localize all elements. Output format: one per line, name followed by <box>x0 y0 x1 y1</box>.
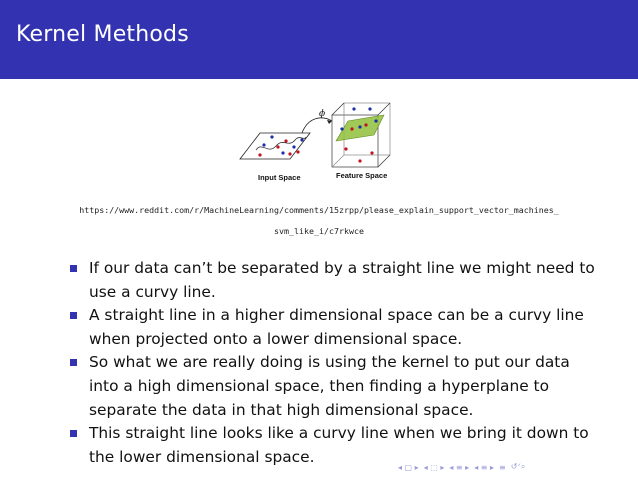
red-point <box>364 123 367 126</box>
title-bar <box>0 0 638 79</box>
red-point <box>296 150 299 153</box>
nav-prev-section-icon[interactable]: ◂ ⬚ ▸ <box>423 462 445 472</box>
source-url-line-2: svm_like_i/c7rkwce <box>274 226 364 236</box>
red-point <box>344 147 347 150</box>
blue-point <box>300 138 303 141</box>
nav-align-icon[interactable]: ≡ <box>499 462 506 472</box>
input-space-label: Input Space <box>258 173 301 182</box>
bullet-marker-icon <box>70 312 77 319</box>
blue-point <box>352 107 355 110</box>
phi-label: ϕ <box>319 109 326 119</box>
blue-point <box>262 143 265 146</box>
blue-point <box>281 151 284 154</box>
kernel-figure <box>236 97 400 187</box>
blue-point <box>270 135 273 138</box>
bullet-marker-icon <box>70 359 77 366</box>
bullet-item <box>70 351 598 422</box>
nav-search-icon[interactable]: ↺ᐟ⌕ <box>510 462 526 471</box>
blue-point <box>340 127 343 130</box>
blue-point <box>292 145 295 148</box>
blue-point <box>358 125 361 128</box>
bullet-text: If our data can’t be separated by a straight line we might need to use a curvy line. <box>89 259 595 301</box>
bullet-text: This straight line looks like a curvy line when we bring it down to the lower dimensional space. <box>89 424 589 466</box>
bullet-item <box>70 257 598 304</box>
blue-point <box>368 107 371 110</box>
nav-first-frame-icon[interactable]: ◂ ▢ ▸ <box>398 462 419 472</box>
bullet-text: A straight line in a higher dimensional space can be a curvy line when projected onto a lower dimensional space. <box>89 306 584 348</box>
bullet-text: So what we are really doing is using the kernel to put our data into a high dimensional space, then finding a hyperplane to separate the data in that high dimensional space. <box>89 353 570 419</box>
nav-subsection-icon[interactable]: ◂ ≡ ▸ <box>449 462 470 472</box>
red-point <box>370 151 373 154</box>
bullet-list <box>70 257 598 469</box>
nav-frame-icon[interactable]: ◂ ≡ ▸ <box>474 462 495 472</box>
bullet-item <box>70 304 598 351</box>
feature-space-label: Feature Space <box>336 171 388 180</box>
input-space-plane <box>240 133 310 159</box>
red-point <box>288 152 291 155</box>
red-point <box>358 159 361 162</box>
beamer-navigation <box>398 461 525 473</box>
slide-title: Kernel Methods <box>16 22 189 47</box>
bullet-marker-icon <box>70 430 77 437</box>
red-point <box>258 153 261 156</box>
blue-point <box>374 119 377 122</box>
bullet-marker-icon <box>70 265 77 272</box>
source-url-line-1: https://www.reddit.com/r/MachineLearning/comments/15zrpp/please_explain_support_vector_machines_ <box>79 205 559 215</box>
red-point <box>350 127 353 130</box>
red-point <box>276 145 279 148</box>
red-point <box>284 139 287 142</box>
